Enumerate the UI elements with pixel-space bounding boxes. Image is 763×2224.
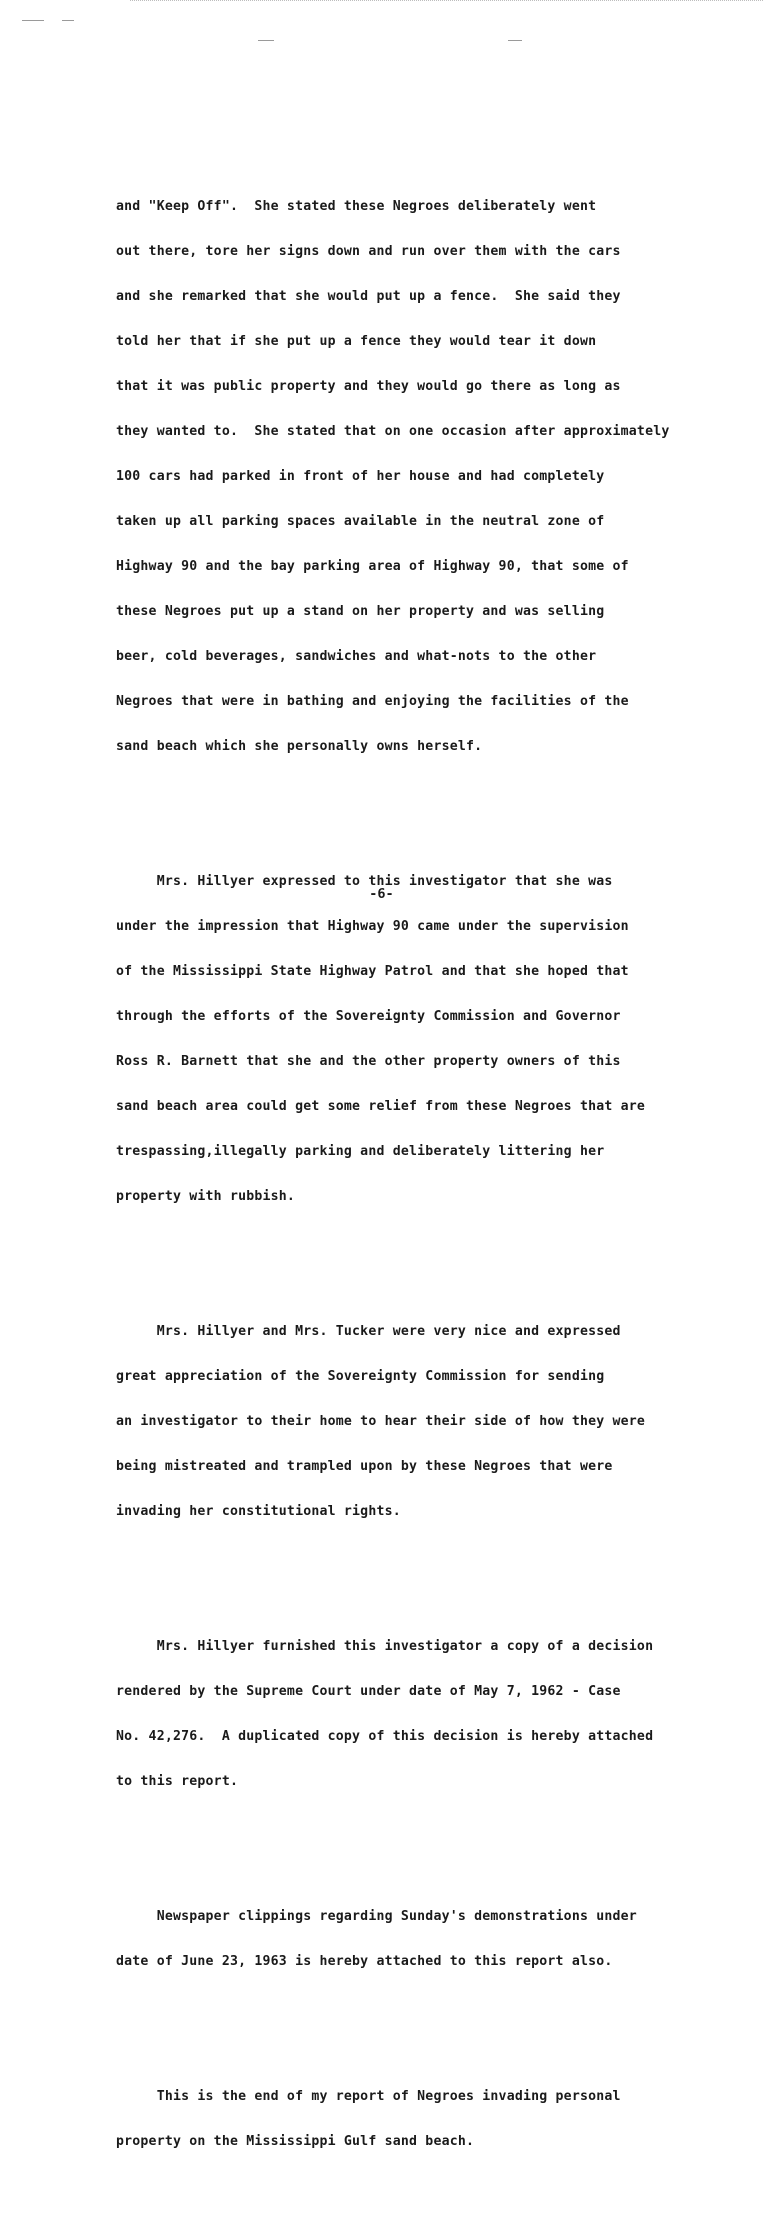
text-line: taken up all parking spaces available in the neutral zone of (116, 514, 605, 529)
text-line: told her that if she put up a fence they would tear it down (116, 334, 597, 349)
text-line: through the efforts of the Sovereignty Commission and Governor (116, 1009, 621, 1024)
text-line: No. 42,276. A duplicated copy of this decision is hereby attached (116, 1729, 654, 1744)
text-line: 100 cars had parked in front of her house and had completely (116, 469, 605, 484)
text-line: these Negroes put up a stand on her property and was selling (116, 604, 605, 619)
text-line: an investigator to their home to hear their side of how they were (116, 1414, 646, 1429)
text-line: Mrs. Hillyer expressed to this investigator that she was (116, 874, 613, 889)
text-line: invading her constitutional rights. (116, 1504, 401, 1519)
text-line: being mistreated and trampled upon by these Negroes that were (116, 1459, 613, 1474)
page-number: -6- (369, 886, 394, 902)
paragraph-4 (116, 1609, 756, 1819)
text-line: Highway 90 and the bay parking area of Highway 90, that some of (116, 559, 629, 574)
text-line: Ross R. Barnett that she and the other property owners of this (116, 1054, 621, 1069)
text-line: Mrs. Hillyer and Mrs. Tucker were very nice and expressed (116, 1324, 621, 1339)
text-line: sand beach which she personally owns herself. (116, 739, 483, 754)
text-line: Newspaper clippings regarding Sunday's demonstrations under (116, 1909, 637, 1924)
text-line: beer, cold beverages, sandwiches and what-nots to the other (116, 649, 597, 664)
scan-speck (258, 40, 274, 41)
text-line: property with rubbish. (116, 1189, 296, 1204)
text-line: under the impression that Highway 90 came under the supervision (116, 919, 629, 934)
text-line: This is the end of my report of Negroes invading personal (116, 2089, 621, 2104)
scan-speck (62, 20, 74, 21)
text-line: rendered by the Supreme Court under date of May 7, 1962 - Case (116, 1684, 621, 1699)
text-line: they wanted to. She stated that on one occasion after approximately (116, 424, 670, 439)
text-line: out there, tore her signs down and run over them with the cars (116, 244, 621, 259)
text-line: and she remarked that she would put up a fence. She said they (116, 289, 621, 304)
paragraph-5 (116, 1879, 756, 1999)
text-line: Negroes that were in bathing and enjoying the facilities of the (116, 694, 629, 709)
paragraph-3 (116, 1294, 756, 1549)
text-line: great appreciation of the Sovereignty Commission for sending (116, 1369, 605, 1384)
report-body (116, 139, 756, 2224)
text-line: to this report. (116, 1774, 239, 1789)
text-line: property on the Mississippi Gulf sand beach. (116, 2134, 475, 2149)
scan-speck (22, 20, 44, 21)
paragraph-2 (116, 844, 756, 1234)
text-line: trespassing,illegally parking and deliberately littering her (116, 1144, 605, 1159)
text-line: of the Mississippi State Highway Patrol and that she hoped that (116, 964, 629, 979)
text-line: that it was public property and they would go there as long as (116, 379, 621, 394)
text-line: and "Keep Off". She stated these Negroes deliberately went (116, 199, 597, 214)
text-line: sand beach area could get some relief from these Negroes that are (116, 1099, 646, 1114)
paragraph-6 (116, 2059, 756, 2179)
text-line: Mrs. Hillyer furnished this investigator a copy of a decision (116, 1639, 654, 1654)
paragraph-1 (116, 169, 756, 784)
text-line: date of June 23, 1963 is hereby attached to this report also. (116, 1954, 613, 1969)
scan-speck (508, 40, 522, 41)
scan-top-edge (130, 0, 763, 3)
